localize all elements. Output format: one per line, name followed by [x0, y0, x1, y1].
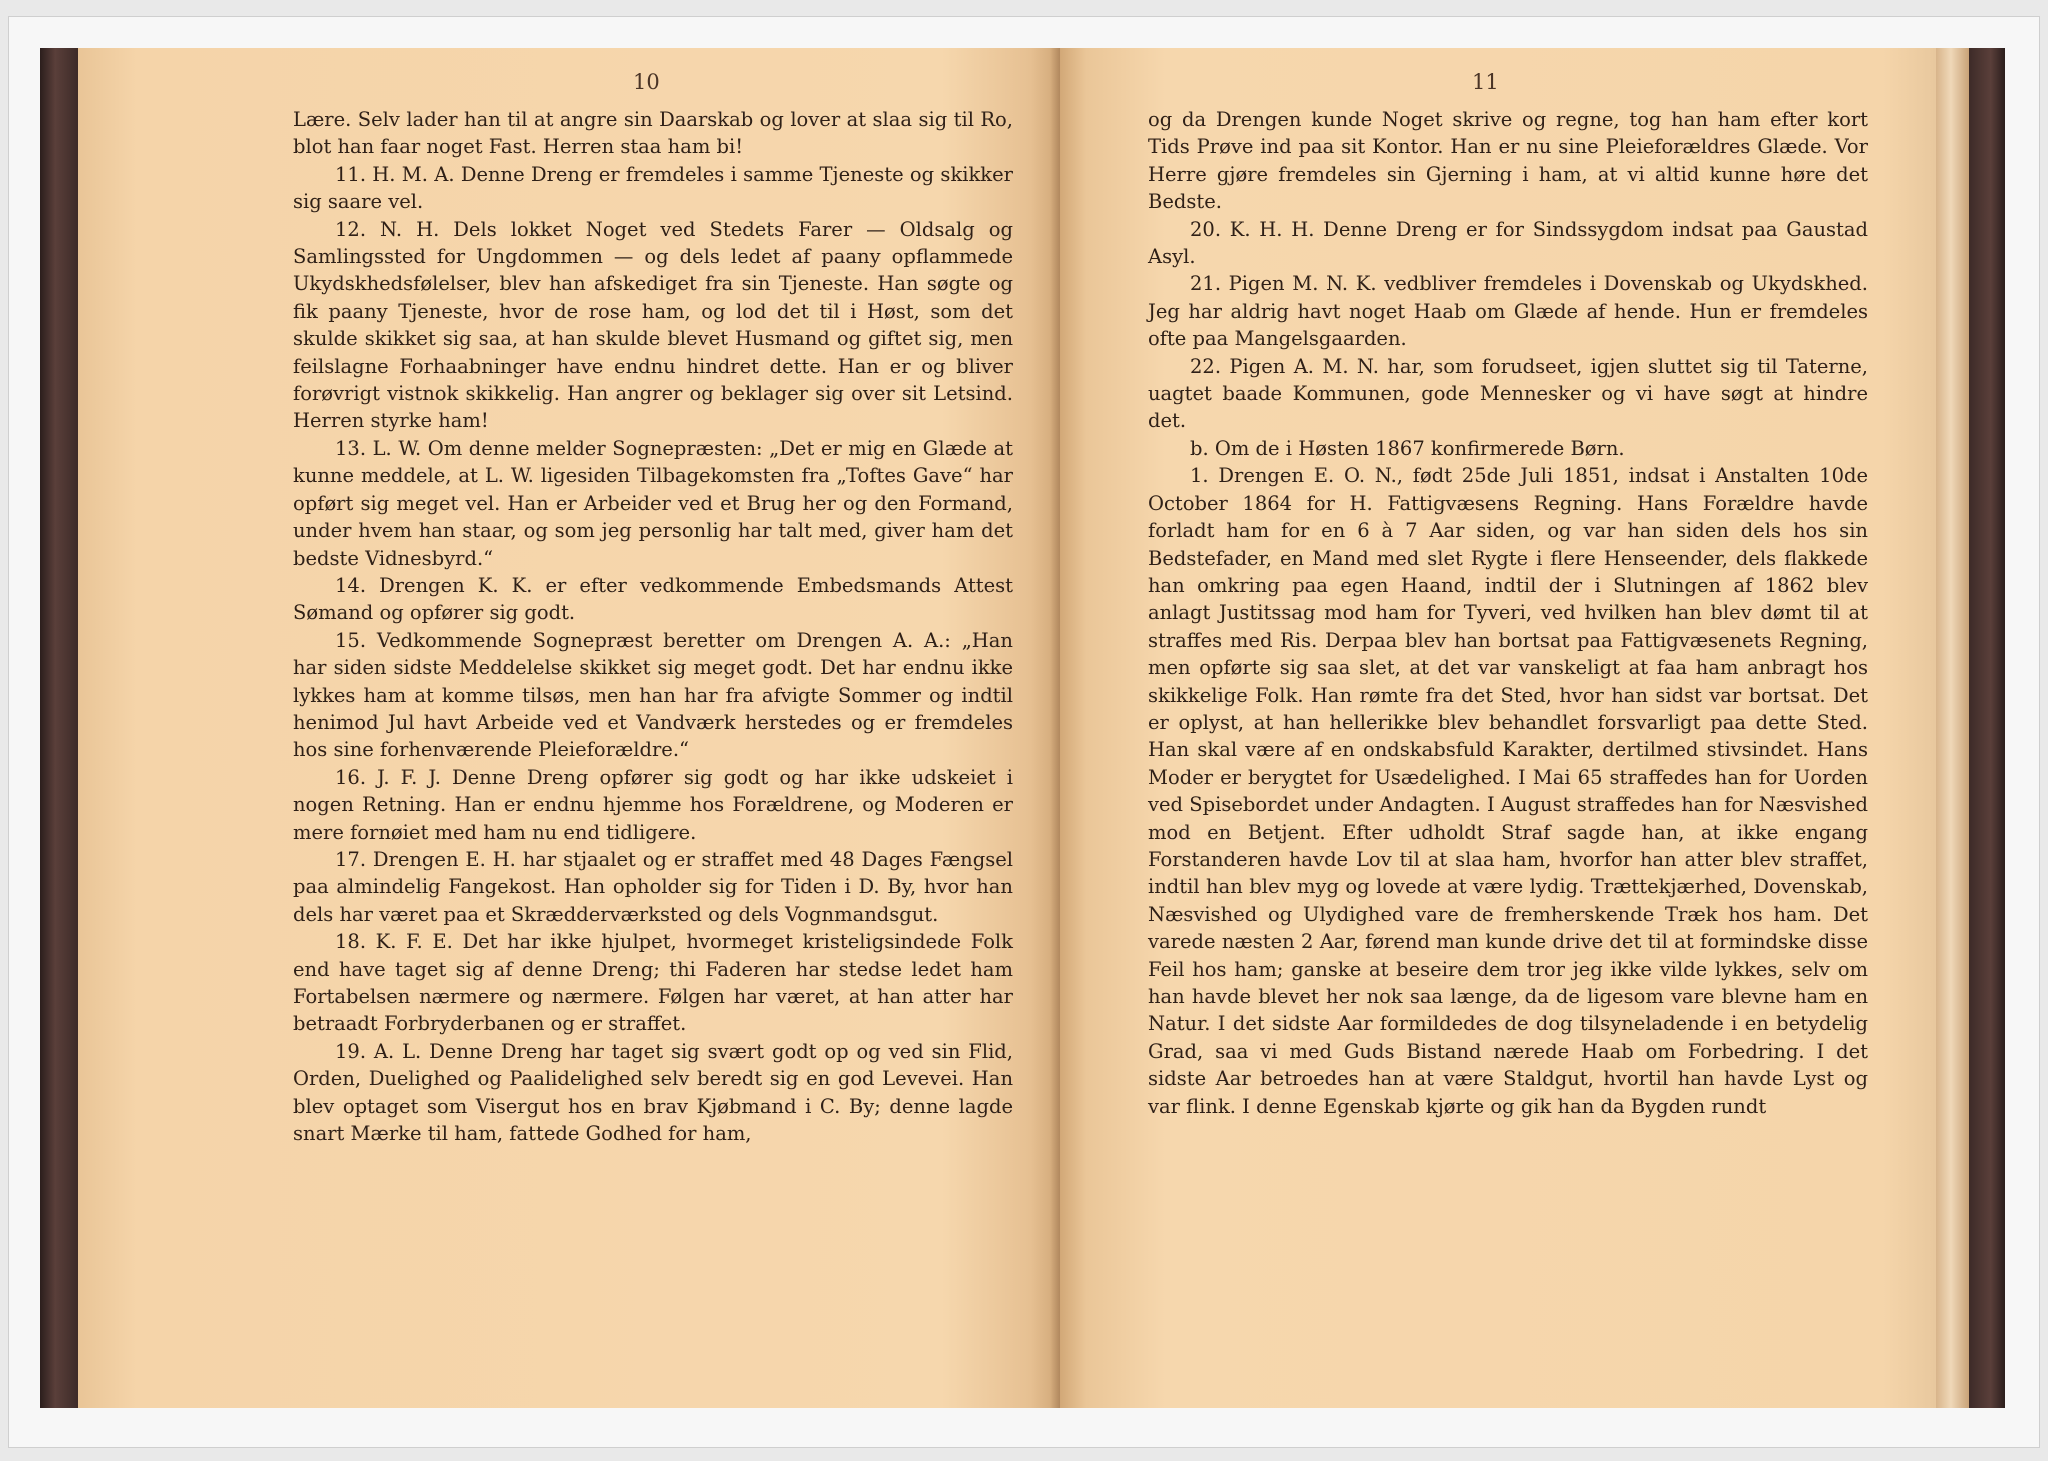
paragraph: 1. Drengen E. O. N., født 25de Juli 1851, indsat i Anstalten 10de October 1864 for H. Fattigvæsens Regning. Hans Forældre havde forladt ham for en 6 à 7 Aar siden, og var han siden dels hos sin Bedstefader, en Mand med slet Rygte i flere Henseender, dels flakkede han omkring paa egen Haand, indtil der i Slutningen af 1862 blev anlagt Justitssag mod ham for Tyveri, ved hvilken han blev dømt til at straffes med Ris. Derpaa blev han bortsat paa Fattigvæsenets Regning, men opførte sig saa slet, at det var vanskeligt at faa ham anbragt hos skikkelige Folk. Han rømte fra det Sted, hvor han sidst var bortsat. Det er oplyst, at han hellerikke blev behandlet forsvarligt paa dette Sted. Han skal være af en ondskabsfuld Karakter, dertilmed stivsindet. Hans Moder er berygtet for Usædelighed. I Mai 65 straffedes han for Uorden ved Spisebordet under Andagten. I August straffedes han for Næsvished mod en Betjent. Efter udholdt Straf sagde han, at ikke engang Forstanderen havde Lov til at slaa ham, hvorfor han atter blev straffet, indtil han blev myg og lovede at være lydig. Trættekjærhed, Dovenskab, Næsvished og Ulydighed vare de fremherskende Træk hos ham. Det varede næsten 2 Aar, førend man kunde drive det til at formindske disse Feil hos ham; ganske at beseire dem tror jeg ikke vilde lykkes, selv om han havde blevet her nok saa længe, da de ligesom vare blevne ham en Natur. I det sidste Aar formildedes de dog tilsyneladende i en betydelig Grad, saa vi med Guds Bistand nærede Haab om Forbedring. I det sidste Aar betroedes han at være Staldgut, hvortil han havde Lyst og var flink. I denne Egenskab kjørte og gik han da Bygden rundt — [1148, 464, 1868, 1118]
paragraph: 16. J. F. J. Denne Dreng opfører sig godt og har ikke udskeiet i nogen Retning. Han er endnu hjemme hos Forældrene, og Moderen er mere fornøiet med ham nu end tidligere. — [293, 765, 1013, 844]
left-page — [78, 48, 1060, 1408]
paragraph: 20. K. H. H. Denne Dreng er for Sindssygdom indsat paa Gaustad Asyl. — [1148, 217, 1868, 269]
paragraph: 15. Vedkommende Sognepræst beretter om Drengen A. A.: „Han har siden sidste Meddelelse skikket sig meget godt. Det har endnu ikke lykkes ham at komme tilsøs, men han har fra afvigte Sommer og indtil henimod Jul havt Arbeide ved et Vandværk herstedes og er fremdeles hos sine forhenværende Pleieforældre.“ — [293, 628, 1013, 762]
paragraph: 14. Drengen K. K. er efter vedkommende Embedsmands Attest Sømand og opfører sig godt. — [293, 573, 1013, 625]
paragraph: 19. A. L. Denne Dreng har taget sig svært godt op og ved sin Flid, Orden, Duelighed og Paalidelighed selv beredt sig en god Levevei. Han blev optaget som Visergut hos en brav Kjøbmand i C. By; denne lagde snart Mærke til ham, fattede Godhed for ham, — [293, 1039, 1013, 1146]
paragraph: 18. K. F. E. Det har ikke hjulpet, hvormeget kristeligsindede Folk end have taget sig af denne Dreng; thi Faderen har stedse ledet ham Fortabelsen nærmere og nærmere. Følgen har været, at han atter har betraadt Forbryderbanen og er straffet. — [293, 930, 1013, 1036]
open-book — [40, 48, 2005, 1408]
paragraph: 22. Pigen A. M. N. har, som forudseet, igjen sluttet sig til Taterne, uagtet baade Kommunen, gode Mennesker og vi have søgt at hindre det. — [1148, 354, 1868, 433]
right-page — [1060, 48, 1936, 1408]
page-stack-edge — [1936, 48, 1969, 1408]
right-page-text — [1148, 106, 1868, 1120]
paragraph: og da Drengen kunde Noget skrive og regne, tog han ham efter kort Tids Prøve ind paa sit Kontor. Han er nu sine Pleieforældres Glæde. Vor Herre gjøre fremdeles sin Gjerning i ham, at vi altid kunne høre det Bedste. — [1148, 108, 1868, 214]
paragraph: Lære. Selv lader han til at angre sin Daarskab og lover at slaa sig til Ro, blot han faar noget Fast. Herren staa ham bi! — [293, 108, 1013, 159]
left-page-text — [293, 106, 1013, 1147]
section-heading: b. Om de i Høsten 1867 konfirmerede Børn. — [1190, 436, 1625, 460]
book-cover-right — [1969, 48, 2005, 1408]
paragraph: 13. L. W. Om denne melder Sognepræsten: „Det er mig en Glæde at kunne meddele, at L. W. ligesiden Tilbagekomsten fra „Toftes Gave“ har opført sig meget vel. Han er Arbeider ved et Brug her og den Formand, under hvem han staar, og som jeg personlig har talt med, giver ham det bedste Vidnesbyrd.“ — [293, 436, 1013, 570]
paragraph: 11. H. M. A. Denne Dreng er fremdeles i samme Tjeneste og skikker sig saare vel. — [293, 162, 1013, 214]
page-number-right: 11 — [1472, 70, 1499, 94]
paragraph: 12. N. H. Dels lokket Noget ved Stedets Farer — Oldsalg og Samlingssted for Ungdommen — og dels ledet af paany opflammede Ukydskhedsfølelser, blev han afskediget fra sin Tjeneste. Han søgte og fik paany Tjeneste, hvor de rose ham, og lod det til i Høst, som det skulde skikket sig saa, at han skulde blevet Husmand og giftet sig, men feilslagne Forhaabninger have endnu hindret dette. Han er og bliver forøvrigt vistnok skikkelig. Han angrer og beklager sig over sit Letsind. Herren styrke ham! — [293, 217, 1013, 433]
paragraph: 17. Drengen E. H. har stjaalet og er straffet med 48 Dages Fængsel paa almindelig Fangekost. Han opholder sig for Tiden i D. By, hvor han dels har været paa et Skrædderværksted og dels Vognmandsgut. — [293, 847, 1013, 926]
page-number-left: 10 — [633, 70, 660, 94]
paragraph: 21. Pigen M. N. K. vedbliver fremdeles i Dovenskab og Ukydskhed. Jeg har aldrig havt noget Haab om Glæde af hende. Hun er fremdeles ofte paa Mangelsgaarden. — [1148, 272, 1868, 351]
book-cover-left — [40, 48, 78, 1408]
